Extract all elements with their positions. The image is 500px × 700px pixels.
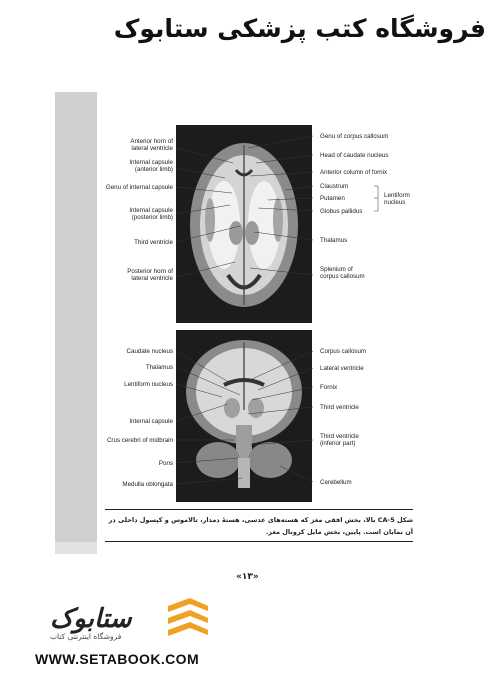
label-genu-internal-capsule: Genu of internal capsule [105,184,173,191]
label-thalamus-top: Thalamus [320,237,348,244]
page-number: «۱۳» [236,572,259,582]
label-putamen: Putamen [320,195,345,202]
label-third-ventricle-inferior: Third ventricle (inferior part) [320,433,359,448]
label-genu-corpus-callosum: Genu of corpus callosum [320,133,389,140]
label-third-ventricle-bottom: Third ventricle [320,404,359,411]
label-fornix: Fornix [320,384,338,391]
label-crus-cerebri: Crus cerebri of midbrain [106,437,173,444]
label-lentiform-bracket: Lentiform nucleus [384,192,410,207]
label-posterior-horn: Posterior horn of lateral ventricle [127,268,173,283]
label-medulla-oblongata: Medulla oblongata [122,481,173,488]
label-internal-capsule-bottom: Internal capsule [129,418,173,425]
label-head-caudate: Head of caudate nucleus [320,152,389,159]
label-globus-pallidus: Globus pallidus [320,208,363,215]
figure-caption [105,509,413,542]
label-thalamus-bottom: Thalamus [145,364,173,371]
label-splenium: Splenium of corpus callosum [320,266,365,281]
label-claustrum: Claustrum [320,183,349,190]
figure-id: شکل CA-5 [377,516,413,524]
logo-wordmark: ستابوک [50,604,132,634]
label-lentiform-nucleus: Lentiform nucleus [124,381,173,388]
page-header-title: فروشگاه کتب پزشکی ستابوک [113,14,486,43]
label-caudate-nucleus: Caudate nucleus [126,348,173,355]
caption-text: بالا، بخش افقی مغز که هسته‌های عدسی، هستهٔ دمدار، تالاموس و کپسول داخلی در آن نمایان است. پایین، بخش مایل کرونال مغز. [108,516,413,536]
label-corpus-callosum: Corpus callosum [320,348,367,355]
label-third-ventricle-top: Third ventricle [134,239,173,246]
logo-subtitle: فروشگاه اینترنتی کتاب [50,632,122,641]
label-anterior-column-fornix: Anterior column of fornix [320,169,388,176]
website-url[interactable]: WWW.SETABOOK.COM [35,651,200,667]
label-pons: Pons [158,460,173,467]
label-internal-capsule-posterior: Internal capsule (posterior limb) [129,207,173,222]
label-anterior-horn: Anterior horn of lateral ventricle [130,138,173,153]
label-cerebellum: Cerebellum [320,479,352,486]
label-internal-capsule-anterior: Internal capsule (anterior limb) [129,159,173,174]
label-lateral-ventricle: Lateral ventricle [320,365,364,372]
